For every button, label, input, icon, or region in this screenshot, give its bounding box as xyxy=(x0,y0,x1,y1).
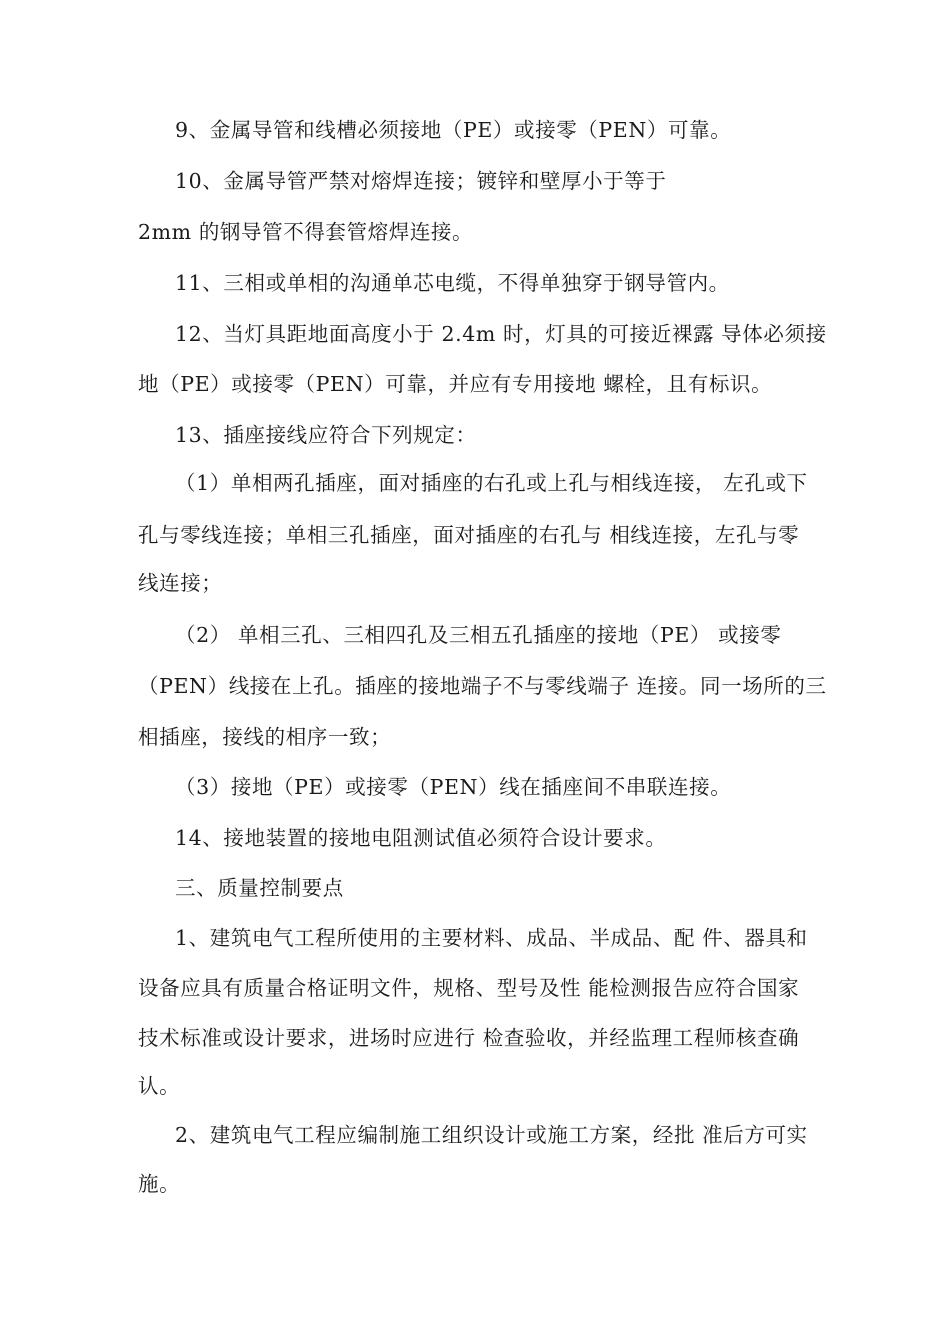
point-1-line-2: 设备应具有质量合格证明文件，规格、型号及性 能检测报告应符合国家 xyxy=(138,976,800,1000)
clause-10-line-2: 2mm 的钢导管不得套管熔焊连接。 xyxy=(138,220,474,244)
point-2-line-1: 2、建筑电气工程应编制施工组织设计或施工方案，经批 准后方可实 xyxy=(175,1123,808,1147)
item-1-line-2: 孔与零线连接；单相三孔插座，面对插座的右孔与 相线连接，左孔与零 xyxy=(138,523,800,547)
item-2-line-1: （2） 单相三孔、三相四孔及三相五孔插座的接地（PE） 或接零 xyxy=(175,623,782,647)
clause-14: 14、接地装置的接地电阻测试值必须符合设计要求。 xyxy=(175,826,667,850)
item-1-line-3: 线连接； xyxy=(138,571,223,595)
clause-9: 9、金属导管和线槽必须接地（PE）或接零（PEN）可靠。 xyxy=(175,118,732,142)
point-1-line-1: 1、建筑电气工程所使用的主要材料、成品、半成品、配 件、器具和 xyxy=(175,926,808,950)
clause-13: 13、插座接线应符合下列规定： xyxy=(175,423,477,447)
clause-12-line-1: 12、当灯具距地面高度小于 2.4m 时，灯具的可接近裸露 导体必须接 xyxy=(175,322,827,346)
point-1-line-3: 技术标准或设计要求，进场时应进行 检查验收，并经监理工程师核查确 xyxy=(138,1026,800,1050)
item-2-line-2: （PEN）线接在上孔。插座的接地端子不与零线端子 连接。同一场所的三 xyxy=(138,674,827,698)
section-heading: 三、质量控制要点 xyxy=(175,876,344,900)
point-2-line-2: 施。 xyxy=(138,1172,181,1196)
item-1-line-1: （1）单相两孔插座，面对插座的右孔或上孔与相线连接， 左孔或下 xyxy=(175,471,808,495)
item-2-line-3: 相插座，接线的相序一致； xyxy=(138,725,392,749)
clause-10-line-1: 10、金属导管严禁对熔焊连接；镀锌和壁厚小于等于 xyxy=(175,169,667,193)
clause-11: 11、三相或单相的沟通单芯电缆，不得单独穿于钢导管内。 xyxy=(175,271,730,295)
clause-12-line-2: 地（PE）或接零（PEN）可靠，并应有专用接地 螺栓，且有标识。 xyxy=(138,372,773,396)
item-3: （3）接地（PE）或接零（PEN）线在插座间不串联连接。 xyxy=(175,775,732,799)
point-1-line-4: 认。 xyxy=(138,1074,181,1098)
